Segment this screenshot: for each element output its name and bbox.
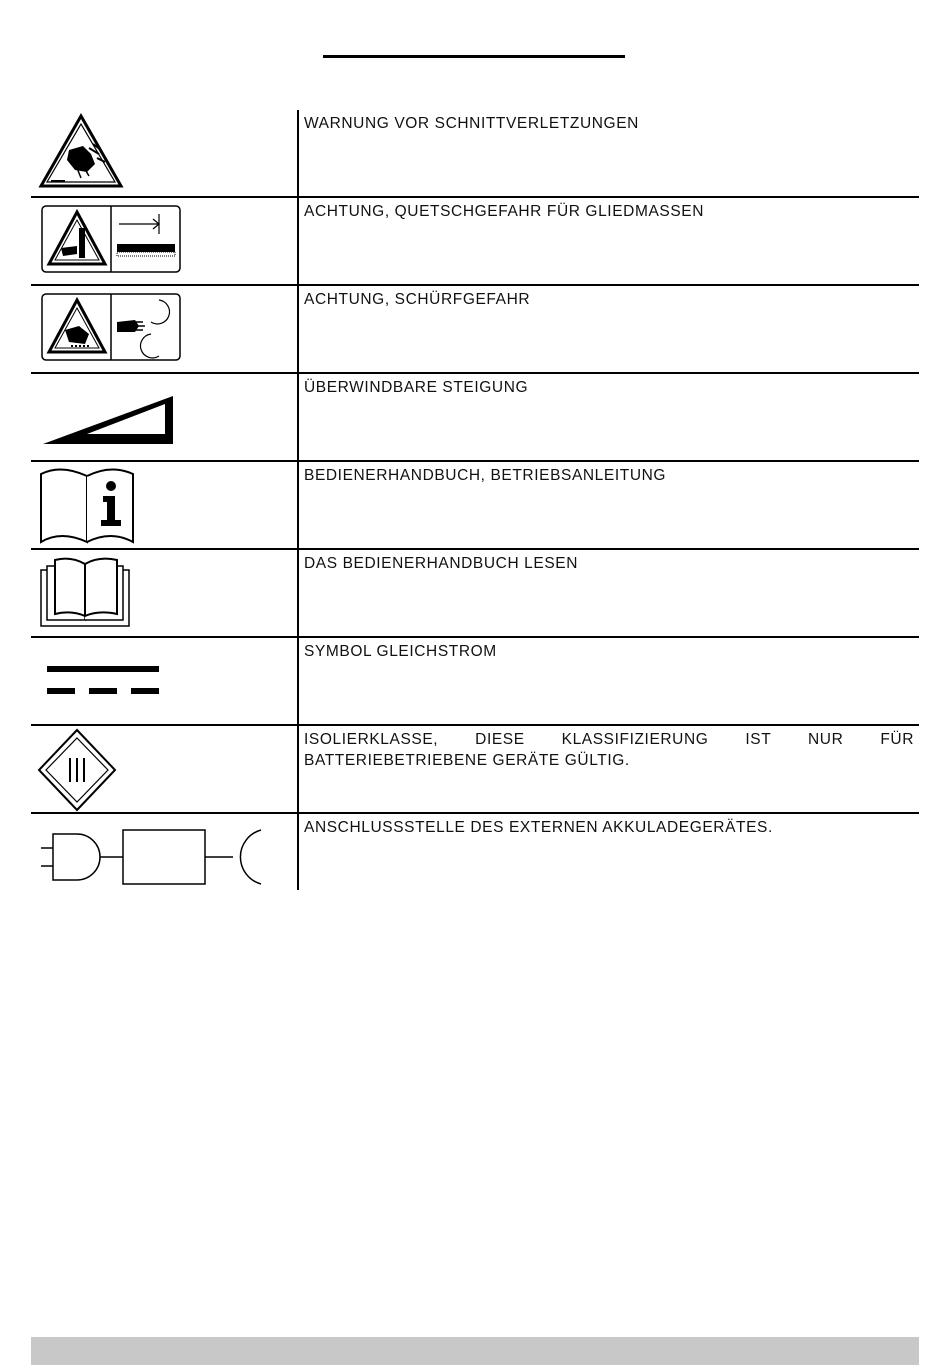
symbol-description: ACHTUNG, SCHÜRFGEFAHR xyxy=(304,291,531,308)
symbol-description: DAS BEDIENERHANDBUCH LESEN xyxy=(304,555,578,572)
table-row xyxy=(31,550,919,638)
table-row xyxy=(31,814,919,906)
table-row xyxy=(31,462,919,550)
icon-cell xyxy=(31,374,297,460)
direct-current-icon xyxy=(31,638,191,718)
symbol-description: ISOLIERKLASSE, DIESE KLASSIFIZIERUNG IST NUR FÜR BATTERIEBETRIEBENE GERÄTE GÜLTIG. xyxy=(304,731,914,769)
icon-cell xyxy=(31,198,297,284)
read-manual-icon xyxy=(31,550,141,634)
icon-cell xyxy=(31,814,297,906)
symbol-description: ÜBERWINDBARE STEIGUNG xyxy=(304,379,529,396)
cut-hazard-warning-icon xyxy=(31,110,131,194)
icon-cell xyxy=(31,638,297,724)
symbol-description: WARNUNG VOR SCHNITTVERLETZUNGEN xyxy=(304,115,639,132)
icon-cell xyxy=(31,550,297,636)
icon-cell xyxy=(31,286,297,372)
abrasion-hazard-warning-icon xyxy=(31,286,191,366)
footer-bar xyxy=(31,1337,919,1365)
symbol-description: BEDIENERHANDBUCH, BETRIEBSANLEITUNG xyxy=(304,467,667,484)
symbol-table xyxy=(31,110,919,906)
slope-gradient-icon xyxy=(31,374,191,454)
crush-hazard-warning-icon xyxy=(31,198,191,278)
top-rule xyxy=(323,55,625,58)
symbol-description: SYMBOL GLEICHSTROM xyxy=(304,643,497,660)
symbol-description: ANSCHLUSSSTELLE DES EXTERNEN AKKULADEGERÄTES. xyxy=(304,819,773,836)
table-row xyxy=(31,198,919,286)
icon-cell xyxy=(31,462,297,548)
insulation-class-iii-icon xyxy=(31,726,141,812)
table-row xyxy=(31,374,919,462)
table-row xyxy=(31,638,919,726)
manual-info-icon xyxy=(31,462,141,546)
icon-cell xyxy=(31,726,297,812)
symbol-description: ACHTUNG, QUETSCHGEFAHR FÜR GLIEDMASSEN xyxy=(304,203,705,220)
table-row xyxy=(31,286,919,374)
table-row xyxy=(31,110,919,198)
icon-cell xyxy=(31,110,297,196)
external-charger-connection-icon xyxy=(31,814,271,894)
table-row xyxy=(31,726,919,814)
